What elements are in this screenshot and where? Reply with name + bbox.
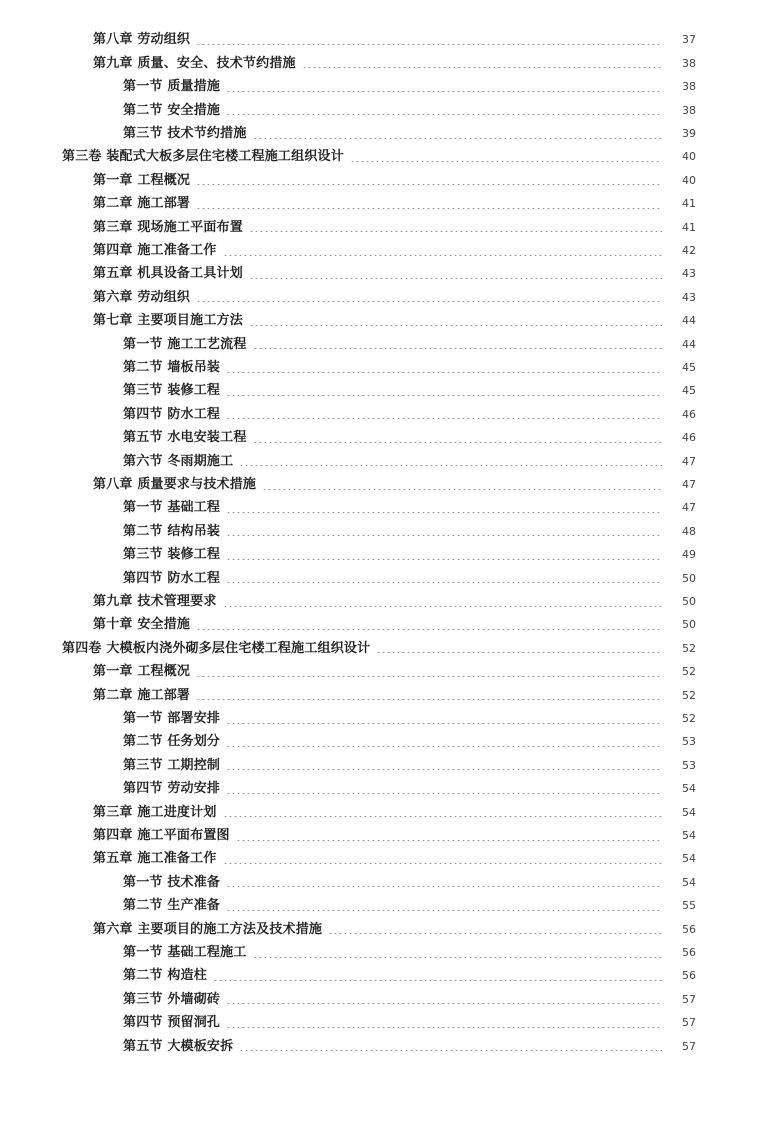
dot-leader	[236, 840, 662, 841]
toc-entry-page-number: 50	[682, 571, 696, 585]
dot-leader	[226, 559, 662, 560]
dot-leader	[226, 886, 662, 887]
toc-entry-page-number: 38	[682, 103, 696, 117]
toc-section-entry	[0, 778, 764, 801]
toc-section-entry	[0, 1035, 764, 1058]
toc-entry-page-number: 53	[682, 735, 696, 749]
dot-leader	[249, 325, 662, 326]
toc-chapter-entry	[0, 263, 764, 286]
toc-entry-title: 第六章 劳动组织	[93, 289, 191, 305]
toc-entry-title: 第一节 部署安排	[123, 711, 221, 727]
toc-entry-page-number: 49	[682, 548, 696, 562]
toc-entry-page-number: 54	[682, 782, 696, 796]
dot-leader	[196, 676, 662, 677]
toc-entry-title: 第五节 大模板安拆	[123, 1038, 234, 1054]
toc-entry-page-number: 52	[682, 712, 696, 726]
toc-chapter-entry	[0, 473, 764, 496]
toc-entry-title: 第四节 预留洞孔	[123, 1015, 221, 1031]
dot-leader	[196, 629, 662, 630]
toc-entry-page-number: 42	[682, 244, 696, 258]
toc-entry-title: 第二节 任务划分	[123, 734, 221, 750]
toc-entry-page-number: 56	[682, 969, 696, 983]
dot-leader	[196, 208, 662, 209]
toc-chapter-entry	[0, 848, 764, 871]
toc-chapter-entry	[0, 684, 764, 707]
toc-entry-page-number: 44	[682, 314, 696, 328]
dot-leader	[223, 863, 662, 864]
toc-chapter-entry	[0, 918, 764, 941]
toc-entry-page-number: 45	[682, 361, 696, 375]
dot-leader	[226, 723, 662, 724]
toc-entry-title: 第二节 安全措施	[123, 102, 221, 118]
toc-section-entry	[0, 427, 764, 450]
toc-entry-title: 第一节 施工工艺流程	[123, 336, 247, 352]
toc-entry-title: 第四节 防水工程	[123, 406, 221, 422]
toc-entry-page-number: 46	[682, 407, 696, 421]
toc-entry-page-number: 44	[682, 337, 696, 351]
toc-entry-title: 第一章 工程概况	[93, 172, 191, 188]
toc-entry-page-number: 50	[682, 618, 696, 632]
toc-entry-title: 第八章 劳动组织	[93, 32, 191, 48]
toc-entry-page-number: 50	[682, 595, 696, 609]
toc-section-entry	[0, 450, 764, 473]
toc-entry-title: 第十章 安全措施	[93, 617, 191, 633]
toc-chapter-entry	[0, 824, 764, 847]
toc-section-entry	[0, 1012, 764, 1035]
toc-entry-page-number: 48	[682, 524, 696, 538]
toc-entry-title: 第三节 外墙砌砖	[123, 991, 221, 1007]
toc-entry-page-number: 54	[682, 852, 696, 866]
toc-section-entry	[0, 403, 764, 426]
toc-section-entry	[0, 965, 764, 988]
toc-chapter-entry	[0, 216, 764, 239]
dot-leader	[226, 418, 662, 419]
toc-chapter-entry	[0, 286, 764, 309]
dot-leader	[253, 442, 662, 443]
toc-entry-page-number: 56	[682, 922, 696, 936]
toc-chapter-entry	[0, 661, 764, 684]
toc-chapter-entry	[0, 193, 764, 216]
dot-leader	[226, 910, 662, 911]
dot-leader	[226, 793, 662, 794]
dot-leader	[223, 606, 662, 607]
toc-entry-title: 第五章 机具设备工具计划	[93, 266, 243, 282]
toc-chapter-entry	[0, 614, 764, 637]
toc-entry-title: 第一章 工程概况	[93, 664, 191, 680]
toc-entry-page-number: 54	[682, 805, 696, 819]
dot-leader	[226, 746, 662, 747]
toc-section-entry	[0, 99, 764, 122]
toc-entry-title: 第五节 水电安装工程	[123, 430, 247, 446]
toc-entry-title: 第一节 基础工程施工	[123, 945, 247, 961]
toc-entry-title: 第五章 施工准备工作	[93, 851, 217, 867]
toc-section-entry	[0, 544, 764, 567]
toc-entry-page-number: 57	[682, 992, 696, 1006]
dot-leader	[226, 395, 662, 396]
toc-entry-title: 第一节 质量措施	[123, 79, 221, 95]
dot-leader	[262, 489, 662, 490]
toc-entry-title: 第六章 主要项目的施工方法及技术措施	[93, 921, 323, 937]
dot-leader	[253, 138, 662, 139]
dot-leader	[223, 255, 662, 256]
toc-entry-title: 第七章 主要项目施工方法	[93, 313, 243, 329]
toc-entry-page-number: 55	[682, 899, 696, 913]
toc-section-entry	[0, 707, 764, 730]
toc-entry-title: 第四节 劳动安排	[123, 781, 221, 797]
toc-entry-title: 第九章 质量、安全、技术节约措施	[93, 55, 296, 71]
toc-entry-title: 第三章 现场施工平面布置	[93, 219, 243, 235]
dot-leader	[239, 1050, 662, 1051]
toc-section-entry	[0, 76, 764, 99]
dot-leader	[226, 582, 662, 583]
dot-leader	[249, 231, 662, 232]
toc-entry-title: 第四章 施工平面布置图	[93, 828, 230, 844]
toc-entry-page-number: 39	[682, 127, 696, 141]
toc-entry-title: 第三章 施工进度计划	[93, 804, 217, 820]
dot-leader	[302, 67, 662, 68]
toc-entry-page-number: 54	[682, 829, 696, 843]
toc-section-entry	[0, 895, 764, 918]
toc-entry-page-number: 53	[682, 758, 696, 772]
toc-entry-title: 第二章 施工部署	[93, 687, 191, 703]
dot-leader	[226, 91, 662, 92]
toc-section-entry	[0, 333, 764, 356]
toc-entry-page-number: 52	[682, 665, 696, 679]
dot-leader	[253, 348, 662, 349]
toc-section-entry	[0, 356, 764, 379]
dot-leader	[226, 1027, 662, 1028]
toc-chapter-entry	[0, 239, 764, 262]
toc-volume-entry	[0, 146, 764, 169]
dot-leader	[196, 44, 662, 45]
dot-leader	[239, 465, 662, 466]
toc-entry-title: 第二章 施工部署	[93, 196, 191, 212]
toc-entry-title: 第四章 施工准备工作	[93, 243, 217, 259]
dot-leader	[350, 161, 662, 162]
toc-entry-title: 第一节 基础工程	[123, 500, 221, 516]
toc-entry-title: 第二节 结构吊装	[123, 523, 221, 539]
toc-entry-title: 第三节 装修工程	[123, 547, 221, 563]
dot-leader	[226, 512, 662, 513]
toc-entry-page-number: 38	[682, 56, 696, 70]
toc-entry-page-number: 40	[682, 150, 696, 164]
toc-chapter-entry	[0, 169, 764, 192]
toc-section-entry	[0, 754, 764, 777]
toc-section-entry	[0, 122, 764, 145]
dot-leader	[249, 278, 662, 279]
toc-entry-title: 第四节 防水工程	[123, 570, 221, 586]
toc-entry-page-number: 57	[682, 1039, 696, 1053]
dot-leader	[196, 184, 662, 185]
toc-entry-page-number: 52	[682, 688, 696, 702]
toc-chapter-entry	[0, 310, 764, 333]
dot-leader	[376, 652, 662, 653]
toc-entry-title: 第九章 技术管理要求	[93, 594, 217, 610]
toc-entry-title: 第二节 生产准备	[123, 898, 221, 914]
dot-leader	[196, 699, 662, 700]
toc-entry-page-number: 41	[682, 197, 696, 211]
toc-volume-entry	[0, 637, 764, 660]
dot-leader	[226, 1003, 662, 1004]
toc-entry-title: 第三节 装修工程	[123, 383, 221, 399]
toc-entry-page-number: 52	[682, 641, 696, 655]
toc-entry-page-number: 43	[682, 267, 696, 281]
dot-leader	[196, 301, 662, 302]
toc-chapter-entry	[0, 29, 764, 52]
toc-chapter-entry	[0, 52, 764, 75]
toc-entry-page-number: 45	[682, 384, 696, 398]
toc-entry-page-number: 38	[682, 80, 696, 94]
toc-entry-page-number: 47	[682, 478, 696, 492]
dot-leader	[226, 372, 662, 373]
dot-leader	[223, 816, 662, 817]
toc-entry-title: 第一节 技术准备	[123, 874, 221, 890]
toc-entry-page-number: 40	[682, 173, 696, 187]
toc-entry-page-number: 47	[682, 454, 696, 468]
toc-entry-title: 第八章 质量要求与技术措施	[93, 477, 257, 493]
dot-leader	[253, 957, 662, 958]
toc-section-entry	[0, 520, 764, 543]
toc-entry-title: 第二节 墙板吊装	[123, 360, 221, 376]
toc-entry-page-number: 56	[682, 946, 696, 960]
toc-entry-title: 第二节 构造柱	[123, 968, 207, 984]
toc-entry-title: 第六节 冬雨期施工	[123, 453, 234, 469]
dot-leader	[328, 933, 662, 934]
toc-section-entry	[0, 988, 764, 1011]
dot-leader	[226, 535, 662, 536]
toc-section-entry	[0, 567, 764, 590]
dot-leader	[213, 980, 662, 981]
toc-entry-title: 第三节 技术节约措施	[123, 126, 247, 142]
toc-chapter-entry	[0, 801, 764, 824]
toc-entry-page-number: 54	[682, 875, 696, 889]
toc-entry-title: 第三卷 装配式大板多层住宅楼工程施工组织设计	[62, 149, 344, 165]
toc-entry-page-number: 57	[682, 1016, 696, 1030]
toc-chapter-entry	[0, 590, 764, 613]
toc-entry-title: 第四卷 大模板内浇外砌多层住宅楼工程施工组织设计	[62, 640, 371, 656]
toc-section-entry	[0, 497, 764, 520]
toc-entry-page-number: 47	[682, 501, 696, 515]
toc-entry-page-number: 46	[682, 431, 696, 445]
toc-section-entry	[0, 941, 764, 964]
toc-entry-page-number: 41	[682, 220, 696, 234]
toc-entry-page-number: 37	[682, 33, 696, 47]
toc-section-entry	[0, 871, 764, 894]
toc-entry-page-number: 43	[682, 290, 696, 304]
toc-section-entry	[0, 380, 764, 403]
toc-section-entry	[0, 731, 764, 754]
dot-leader	[226, 769, 662, 770]
toc-entry-title: 第三节 工期控制	[123, 757, 221, 773]
dot-leader	[226, 114, 662, 115]
